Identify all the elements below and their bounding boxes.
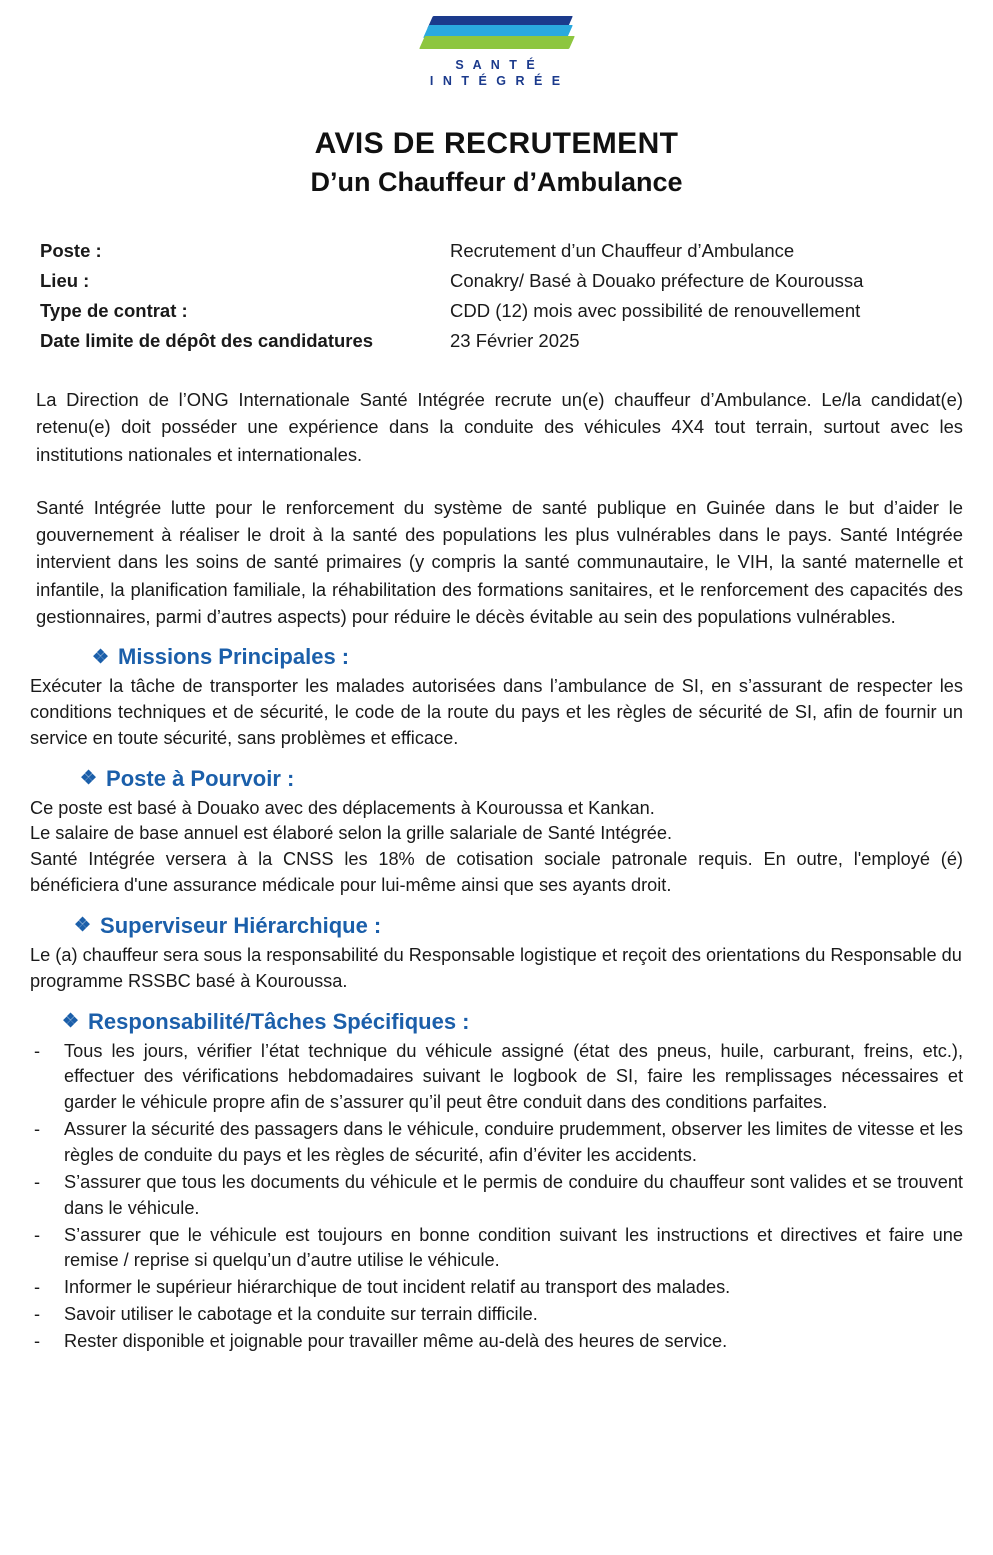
section-heading-missions-label: Missions Principales : — [118, 644, 350, 669]
title-block — [22, 127, 971, 198]
list-item-text: Rester disponible et joignable pour travailler même au-delà des heures de service. — [64, 1330, 728, 1351]
dash-bullet-icon: - — [34, 1171, 41, 1192]
meta-value-type-contrat: CDD (12) mois avec possibilité de renouvellement — [450, 300, 861, 322]
meta-value-lieu: Conakry/ Basé à Douako préfecture de Kouroussa — [450, 270, 864, 292]
logo-line-2: I N T É G R É E — [429, 73, 564, 88]
list-item — [30, 1275, 963, 1301]
section-heading-missions — [22, 644, 971, 670]
list-item-text: Assurer la sécurité des passagers dans le véhicule, conduire prudemment, observer les limites de vitesse et les règles de conduite du pays et les règles de sécurité, afin d’éviter les accidents. — [64, 1119, 963, 1165]
job-meta-labels — [22, 236, 450, 356]
meta-label-type-contrat: Type de contrat : — [40, 300, 188, 322]
list-item-text: Informer le supérieur hiérarchique de tout incident relatif au transport des malades. — [64, 1277, 731, 1298]
list-item — [30, 1223, 963, 1275]
meta-label-date-limite: Date limite de dépôt des candidatures — [40, 330, 374, 352]
job-meta-values — [450, 236, 971, 356]
section-body-missions: Exécuter la tâche de transporter les malades autorisées dans l’ambulance de SI, en s’assurant de respecter les conditions techniques et de sécurité, le code de la route du pays et les règles de sécurité de SI, afin de fournir un service en toute sécurité, sans problèmes et efficace. — [30, 676, 963, 748]
list-item — [30, 1329, 963, 1355]
job-meta — [22, 236, 971, 356]
dash-bullet-icon: - — [34, 1330, 41, 1351]
poste-line-3: Santé Intégrée versera à la CNSS les 18% de cotisation sociale patronale requis. En outre, l'employé (é) bénéficiera d'une assurance médicale pour lui-même ainsi que ses ayants droit. — [30, 849, 963, 896]
list-item-text: S’assurer que tous les documents du véhicule et le permis de conduire du chauffeur sont valides et se trouvent dans le véhicule. — [64, 1171, 963, 1218]
section-heading-superviseur-label: Superviseur Hiérarchique : — [100, 912, 382, 938]
organization-logo — [22, 0, 971, 89]
diamond-bullet-icon: ❖ — [62, 1011, 80, 1033]
meta-label-poste: Poste : — [40, 240, 102, 262]
list-item — [30, 1039, 963, 1117]
meta-label-lieu: Lieu : — [40, 270, 90, 292]
dash-bullet-icon: - — [34, 1304, 41, 1325]
section-heading-responsabilites-label: Responsabilité/Tâches Spécifiques : — [88, 1008, 470, 1034]
list-item-text: Savoir utiliser le cabotage et la conduite sur terrain difficile. — [64, 1304, 538, 1325]
section-heading-responsabilites — [22, 1009, 971, 1035]
section-heading-poste — [22, 766, 971, 792]
list-item-text: S’assurer que le véhicule est toujours en bonne condition suivant les instructions et directives et faire une remise / reprise si quelqu’un d’autre utilise le véhicule. — [64, 1224, 963, 1271]
meta-value-poste: Recrutement d’un Chauffeur d’Ambulance — [450, 240, 795, 262]
diamond-bullet-icon: ❖ — [92, 646, 110, 668]
section-body-poste — [22, 796, 971, 899]
list-item — [30, 1302, 963, 1328]
dash-bullet-icon: - — [34, 1277, 41, 1298]
list-item — [30, 1170, 963, 1222]
page-title: AVIS DE RECRUTEMENT — [314, 127, 679, 161]
diamond-bullet-icon: ❖ — [74, 915, 92, 937]
logo-line-1: S A N T É — [455, 58, 538, 72]
section-heading-superviseur — [22, 913, 971, 939]
meta-value-date-limite: 23 Février 2025 — [450, 330, 580, 352]
page-subtitle: D’un Chauffeur d’Ambulance — [310, 167, 683, 198]
section-body-superviseur: Le (a) chauffeur sera sous la responsabilité du Responsable logistique et reçoit des orientations du Responsable du programme RSSBC basé à Kouroussa. — [30, 944, 962, 991]
list-item-text: Tous les jours, vérifier l’état technique du véhicule assigné (état des pneus, huile, carburant, freins, etc.), effectuer des vérifications hebdomadaires suivant le logbook de SI, faire les remplissages nécessaires et garder le véhicule propre afin de s’assurer qu’il peut être conduit dans des conditions parfaites. — [64, 1040, 963, 1113]
poste-line-1: Ce poste est basé à Douako avec des déplacements à Kouroussa et Kankan. — [30, 797, 655, 818]
dash-bullet-icon: - — [34, 1224, 41, 1245]
responsabilites-list — [22, 1039, 971, 1355]
poste-line-2: Le salaire de base annuel est élaboré selon la grille salariale de Santé Intégrée. — [30, 823, 673, 844]
section-heading-poste-label: Poste à Pourvoir : — [106, 765, 295, 791]
list-item — [30, 1117, 963, 1169]
dash-bullet-icon: - — [34, 1119, 41, 1140]
organization-statement-paragraph: Santé Intégrée lutte pour le renforcement du système de santé publique en Guinée dans le but d’aider le gouvernement à réaliser le droit à la santé des populations les plus vulnérables dans le pays. Santé Intégrée intervient dans les soins de santé primaires (y compris la santé communautaire, le VIH, la santé maternelle et infantile, la planification familiale, la réhabilitation des formations sanitaires, et le renforcement des capacités des gestionnaires, parmi d’autres aspects) pour réduire le décès évitable au sein des populations vulnérables. — [36, 496, 963, 627]
intro-paragraph: La Direction de l’ONG Internationale Santé Intégrée recrute un(e) chauffeur d’Ambulance. Le/la candidat(e) retenu(e) doit posséder une expérience dans la conduite des véhicules 4X4 tout terrain, surtout avec les institutions nationales et internationales. — [36, 389, 963, 465]
logo-bars-icon — [422, 12, 572, 56]
logo-wordmark — [430, 58, 563, 89]
dash-bullet-icon: - — [34, 1040, 41, 1061]
diamond-bullet-icon: ❖ — [80, 768, 98, 790]
